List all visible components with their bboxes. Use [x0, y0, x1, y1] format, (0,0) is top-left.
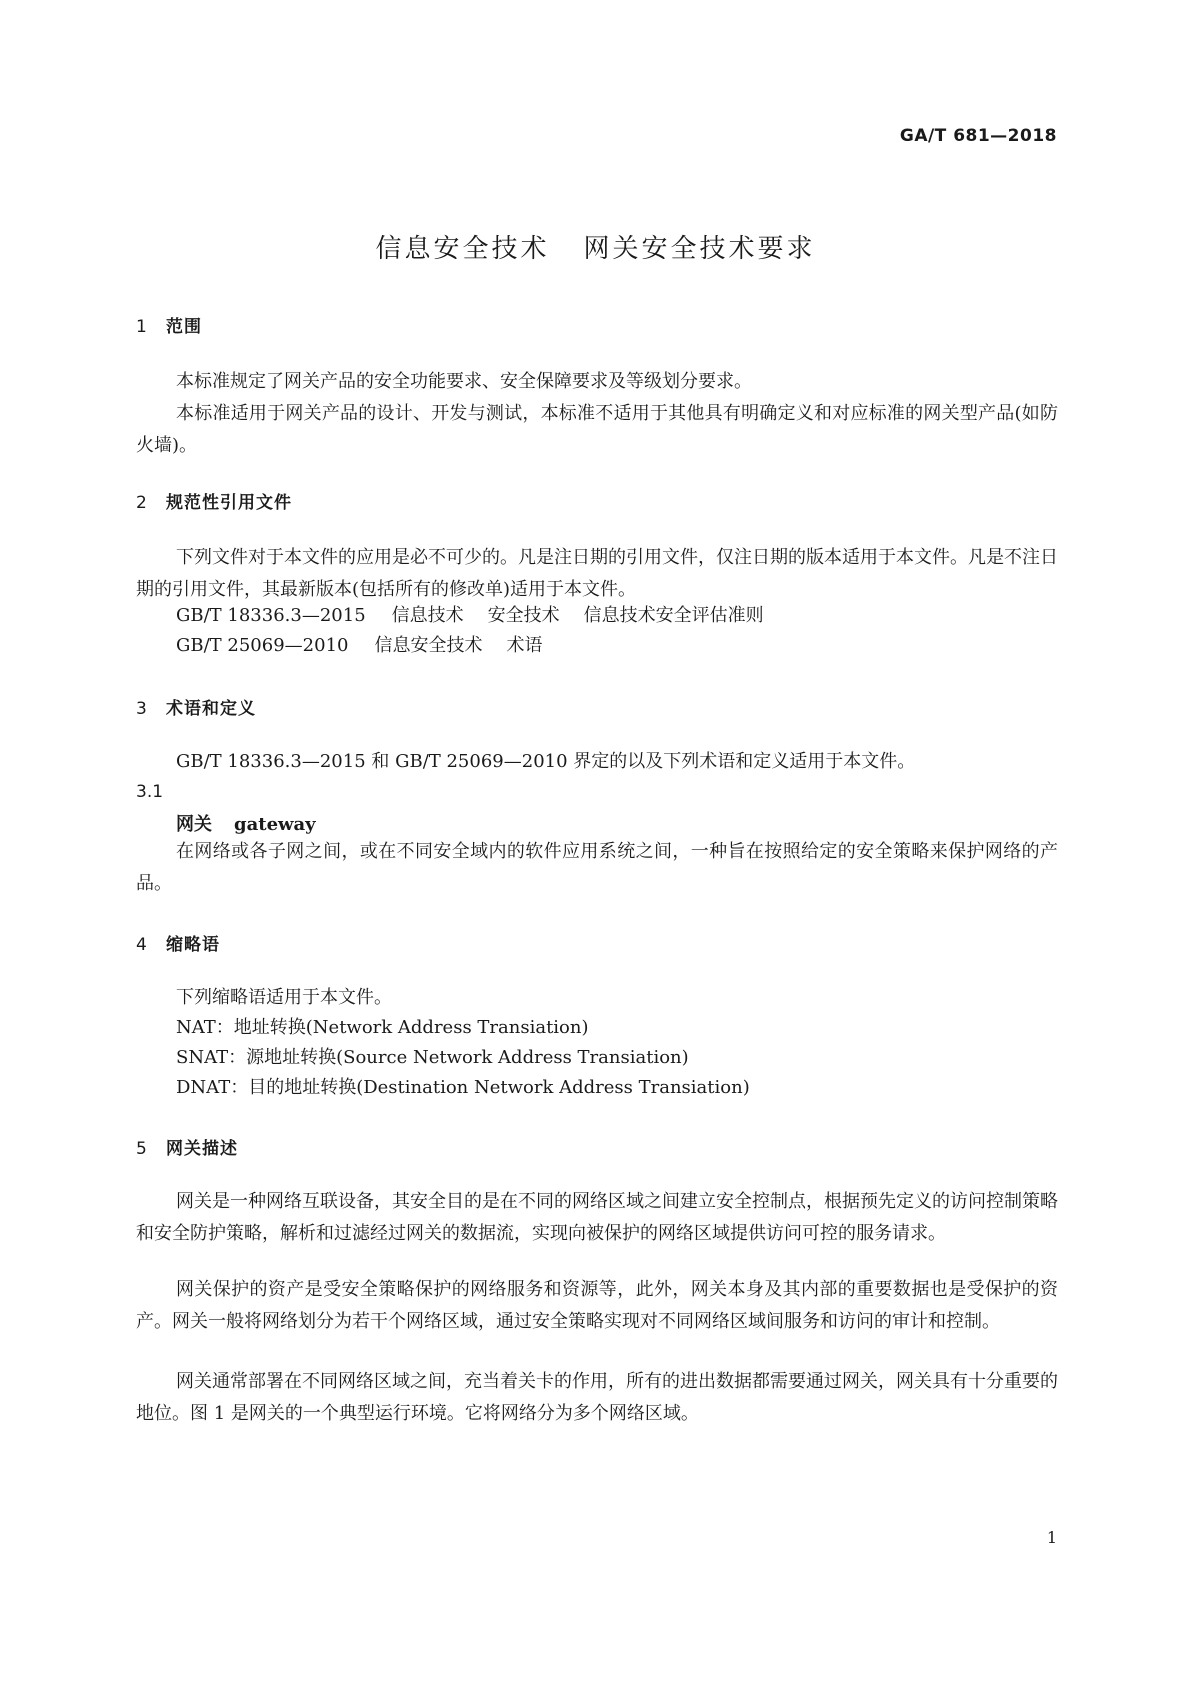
reference-title-part: 信息技术	[391, 605, 464, 626]
section-2-heading	[136, 488, 292, 513]
term-name	[176, 810, 316, 836]
section-number: 1	[136, 317, 148, 337]
section-1-paragraph-1: 本标准规定了网关产品的安全功能要求、安全保障要求及等级划分要求。	[176, 371, 752, 392]
normative-reference-2	[176, 630, 542, 662]
normative-reference-1	[176, 600, 764, 632]
reference-code: GB/T 25069—2010	[176, 635, 349, 656]
reference-title-part: 信息技术安全评估准则	[583, 605, 764, 626]
section-title: 范围	[166, 317, 202, 337]
reference-title-part: 术语	[506, 635, 543, 656]
reference-code: GB/T 18336.3—2015	[176, 605, 366, 626]
section-5-paragraph-2: 网关保护的资产是受安全策略保护的网络服务和资源等，此外，网关本身及其内部的重要数据也是受保护的资产。网关一般将网络划分为若干个网络区域，通过安全策略实现对不同网络区域间服务和访问的审计和控制。	[136, 1279, 1058, 1332]
section-number: 5	[136, 1139, 148, 1159]
title-part-2: 网关安全技术要求	[583, 234, 816, 264]
term-definition: 在网络或各子网之间，或在不同安全域内的软件应用系统之间，一种旨在按照给定的安全策略来保护网络的产品。	[136, 841, 1058, 894]
section-5-paragraph-3: 网关通常部署在不同网络区域之间，充当着关卡的作用，所有的进出数据都需要通过网关，网关具有十分重要的地位。图 1 是网关的一个典型运行环境。它将网络分为多个网络区域。	[136, 1371, 1058, 1424]
section-title: 网关描述	[166, 1139, 238, 1159]
section-number: 3	[136, 699, 148, 719]
term-chinese: 网关	[176, 814, 212, 835]
section-title: 规范性引用文件	[166, 493, 292, 513]
section-3-paragraph-1: GB/T 18336.3—2015 和 GB/T 25069—2010 界定的以及下列术语和定义适用于本文件。	[176, 751, 916, 772]
standard-code: GA/T 681—2018	[899, 126, 1057, 146]
page-number: 1	[1046, 1528, 1057, 1547]
section-1-paragraph-2: 本标准适用于网关产品的设计、开发与测试，本标准不适用于其他具有明确定义和对应标准的网关型产品(如防火墙)。	[136, 403, 1058, 456]
term-number: 3.1	[136, 782, 164, 802]
title-part-1: 信息安全技术	[375, 234, 550, 264]
reference-title-part: 安全技术	[487, 605, 560, 626]
section-1-heading	[136, 312, 202, 337]
section-2-paragraph-1: 下列文件对于本文件的应用是必不可少的。凡是注日期的引用文件，仅注日期的版本适用于本文件。凡是不注日期的引用文件，其最新版本(包括所有的修改单)适用于本文件。	[136, 547, 1058, 600]
document-title	[0, 228, 1191, 265]
term-english: gateway	[234, 814, 316, 835]
section-5-heading	[136, 1134, 238, 1159]
section-title: 术语和定义	[166, 699, 256, 719]
section-title: 缩略语	[166, 935, 220, 955]
section-5-paragraph-1: 网关是一种网络互联设备，其安全目的是在不同的网络区域之间建立安全控制点，根据预先定义的访问控制策略和安全防护策略，解析和过滤经过网关的数据流，实现向被保护的网络区域提供访问可控的服务请求。	[136, 1191, 1058, 1244]
section-number: 4	[136, 935, 148, 955]
abbreviation-item: NAT：地址转换(Network Address Transiation)	[176, 1017, 589, 1038]
reference-title-part: 信息安全技术	[374, 635, 483, 656]
abbreviation-item: DNAT：目的地址转换(Destination Network Address Transiation)	[176, 1077, 750, 1098]
section-4-heading	[136, 930, 220, 955]
abbreviation-item: SNAT：源地址转换(Source Network Address Transiation)	[176, 1047, 689, 1068]
section-3-heading	[136, 694, 256, 719]
abbreviations-intro: 下列缩略语适用于本文件。	[176, 987, 392, 1008]
section-number: 2	[136, 493, 148, 513]
